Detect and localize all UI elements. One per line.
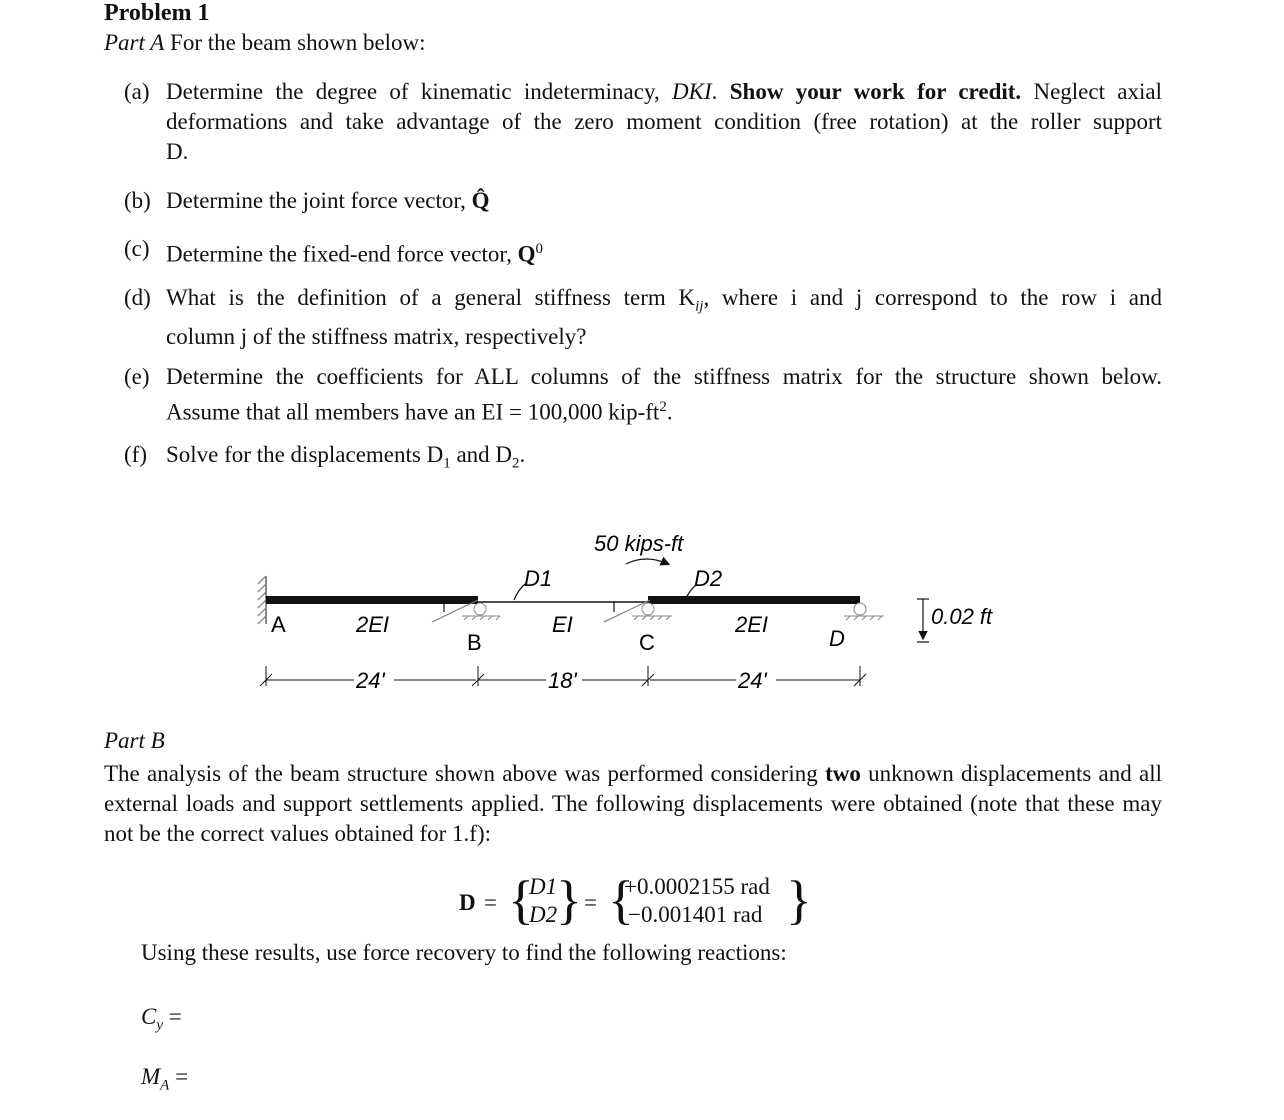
reaction-ma-sub: A bbox=[160, 1077, 170, 1094]
question-d-line2: column j of the stiffness matrix, respectively? bbox=[166, 323, 587, 349]
question-f-mid: and D bbox=[450, 442, 513, 467]
question-a-label: (a) bbox=[124, 79, 150, 104]
kij-sub: ij bbox=[695, 298, 704, 315]
question-b-label: (b) bbox=[124, 188, 151, 213]
stiffness-ab: 2EI bbox=[356, 612, 390, 637]
question-e bbox=[124, 362, 1164, 424]
reaction-cy-eq: = bbox=[168, 1004, 182, 1029]
question-d-text bbox=[166, 283, 1162, 352]
brace-left-2: { bbox=[608, 870, 634, 930]
question-a-post: Neglect axial bbox=[1021, 79, 1163, 104]
question-c-body: Determine the fixed-end force vector, bbox=[166, 241, 518, 267]
question-e-end: . bbox=[666, 399, 673, 425]
eq-equals-1: = bbox=[484, 890, 497, 915]
displacement-equation bbox=[0, 866, 1284, 936]
dki-term: DKI bbox=[672, 79, 712, 104]
part-b-bold: two bbox=[825, 761, 861, 786]
question-c-text bbox=[166, 234, 1162, 270]
question-a-text: Determine the degree of kinematic indeterminacy, DKI. Show your work for credit. Neglect axial deformations and take advantage of the zero moment condition (free rotation) at the roller support D. bbox=[166, 77, 1162, 167]
moment-arrow-icon bbox=[626, 559, 668, 564]
question-d-line1b: , where i and j correspond to the row i and bbox=[703, 285, 1163, 310]
support-c-label: C bbox=[639, 630, 655, 655]
eq-val-1: +0.0002155 rad bbox=[624, 874, 770, 899]
part-b-label: Part B bbox=[104, 728, 165, 753]
reaction-cy-sub: y bbox=[156, 1017, 164, 1034]
reaction-ma-eq: = bbox=[175, 1064, 189, 1089]
part-b-post: unknown displacements and all external loads and support settlements applied. The following displacements were obtained (note that these may not be the correct values obtained for 1.f): bbox=[104, 761, 1162, 846]
brace-left-1: { bbox=[508, 870, 534, 930]
support-b-label: B bbox=[467, 630, 482, 655]
roller-support-b bbox=[462, 603, 500, 620]
settlement-arrow-icon bbox=[917, 599, 929, 642]
question-d bbox=[124, 283, 1164, 349]
eq-val-2: −0.001401 rad bbox=[628, 902, 763, 927]
support-d-label: D bbox=[829, 626, 845, 651]
question-d-line1: What is the definition of a general stiffness term K bbox=[166, 285, 696, 310]
settlement-label: 0.02 ft bbox=[931, 604, 993, 629]
ei-sup: 2 bbox=[659, 399, 667, 415]
moment-label: 50 kips-ft bbox=[594, 531, 684, 556]
part-a-intro bbox=[104, 30, 426, 56]
stiffness-cd: 2EI bbox=[735, 612, 769, 637]
fixed-support-a bbox=[258, 576, 266, 624]
part-b-text bbox=[104, 759, 1162, 849]
question-c-label: (c) bbox=[124, 236, 150, 261]
reaction-ma bbox=[141, 1064, 188, 1095]
question-f-text bbox=[166, 440, 1162, 479]
question-b-body: Determine the joint force vector, bbox=[166, 188, 472, 213]
roller-support-d bbox=[844, 603, 884, 620]
eq-vec-d1: D1 bbox=[529, 874, 558, 899]
reaction-ma-sym: M bbox=[141, 1064, 161, 1089]
question-f-end: . bbox=[519, 442, 526, 467]
show-work-note: Show your work for credit. bbox=[729, 79, 1022, 104]
span-ab: 24' bbox=[356, 668, 385, 693]
brace-right-1: } bbox=[556, 870, 582, 930]
part-a-label: Part A bbox=[104, 30, 165, 55]
question-c bbox=[124, 234, 1164, 267]
support-a-label: A bbox=[271, 612, 286, 637]
q-hat-symbol: Q̂ bbox=[471, 188, 490, 213]
member-ab bbox=[266, 596, 478, 604]
eq-equals-2: = bbox=[584, 890, 597, 915]
question-e-line1: Determine the coefficients for ALL columns of the stiffness matrix for the structure shown below. bbox=[166, 364, 1162, 389]
question-f-label: (f) bbox=[124, 442, 147, 467]
reaction-cy bbox=[141, 1004, 182, 1035]
brace-right-2: } bbox=[786, 870, 812, 930]
question-d-label: (d) bbox=[124, 285, 151, 310]
using-text: Using these results, use force recovery to find the following reactions: bbox=[141, 940, 787, 965]
eq-vec-d2: D2 bbox=[529, 902, 558, 927]
eq-lhs: D bbox=[459, 890, 476, 915]
dof-d2-label: D2 bbox=[694, 566, 723, 591]
question-a-pre: Determine the degree of kinematic indeterminacy, bbox=[166, 79, 673, 104]
question-b-text bbox=[166, 186, 1162, 216]
problem-title: Problem 1 bbox=[104, 0, 210, 26]
question-f bbox=[124, 440, 1164, 470]
reaction-cy-sym: C bbox=[141, 1004, 157, 1029]
d1-sub: 1 bbox=[443, 455, 451, 472]
question-e-line2: Assume that all members have an EI = 100,000 kip-ft bbox=[166, 399, 660, 425]
dof-d1-label: D1 bbox=[524, 566, 553, 591]
part-a-text: For the beam shown below: bbox=[170, 30, 426, 55]
member-cd bbox=[648, 596, 860, 604]
q0-sup: 0 bbox=[535, 241, 543, 257]
stiffness-bc: EI bbox=[552, 612, 573, 637]
question-a bbox=[124, 77, 1164, 169]
part-b-pre: The analysis of the beam structure shown above was performed considering bbox=[104, 761, 826, 786]
question-e-label: (e) bbox=[124, 364, 150, 389]
span-cd: 24' bbox=[738, 668, 767, 693]
q0-symbol: Q bbox=[517, 241, 536, 267]
question-a-line3: D. bbox=[166, 139, 189, 164]
question-f-body: Solve for the displacements D bbox=[166, 442, 444, 467]
beam-figure bbox=[0, 520, 1284, 720]
question-e-text bbox=[166, 362, 1162, 428]
d2-sub: 2 bbox=[512, 455, 520, 472]
span-bc: 18' bbox=[548, 668, 577, 693]
question-b bbox=[124, 186, 1164, 216]
question-a-line2: deformations and take advantage of the zero moment condition (free rotation) at the roller support bbox=[166, 109, 1162, 134]
